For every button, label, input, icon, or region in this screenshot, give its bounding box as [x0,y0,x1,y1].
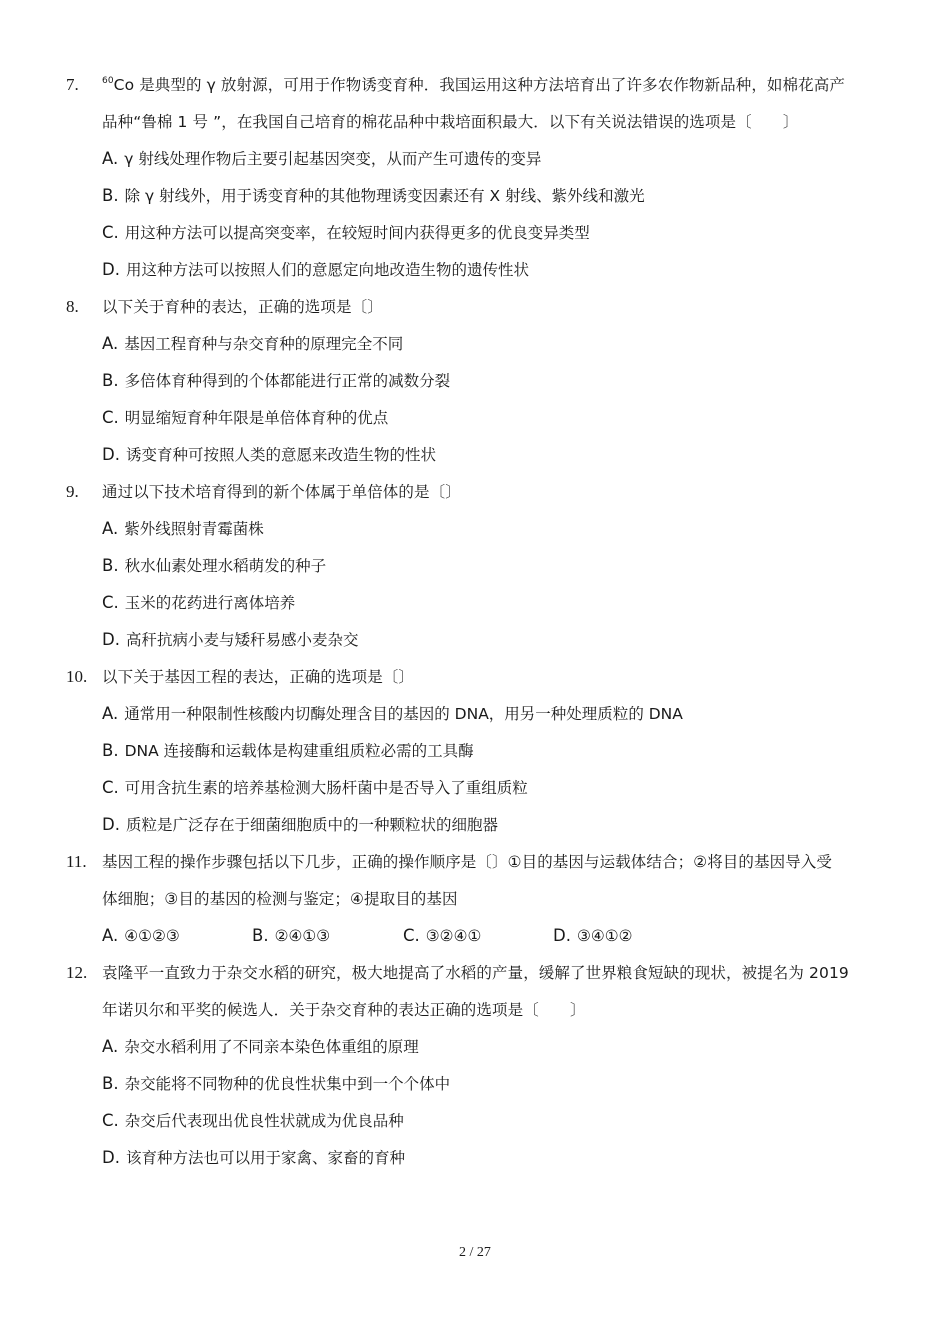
isotope-mass-number: 60 [102,76,114,86]
option-b[interactable]: B. 杂交能将不同物种的优良性状集中到一个个体中 [102,1074,451,1093]
option-b[interactable]: B. ②④①③ [252,926,331,945]
option-a[interactable]: A. γ 射线处理作物后主要引起基因突变，从而产生可遗传的变异 [102,149,542,168]
question-stem-line: 品种“鲁棉 1 号 ”，在我国自己培育的棉花品种中栽培面积最大．以下有关说法错误的选项是〔 〕 [102,113,799,131]
option-d[interactable]: D. ③④①② [553,926,633,945]
option-a[interactable]: A. 基因工程育种与杂交育种的原理完全不同 [102,334,404,353]
question-number: 10. [66,667,88,686]
question-stem-line: $^{60}$Co 是典型的 γ 放射源，可用于作物诱变育种．我国运用这种方法培育出了许多农作物新品种，如棉花高产 [102,76,845,94]
question-stem-line: 年诺贝尔和平奖的候选人．关于杂交育种的表达正确的选项是〔 〕 [102,1001,586,1019]
option-d[interactable]: D. 该育种方法也可以用于家禽、家畜的育种 [102,1148,405,1167]
option-c[interactable]: C. ③②④① [403,926,482,945]
option-d[interactable]: D. 用这种方法可以按照人们的意愿定向地改造生物的遗传性状 [102,260,529,279]
question-number: 7. [66,75,79,94]
option-c[interactable]: C. 明显缩短育种年限是单倍体育种的优点 [102,408,389,427]
option-d[interactable]: D. 质粒是广泛存在于细菌细胞质中的一种颗粒状的细胞器 [102,815,498,834]
option-a[interactable]: A. ④①②③ [102,926,180,945]
option-b[interactable]: B. DNA 连接酶和运载体是构建重组质粒必需的工具酶 [102,741,474,760]
question-stem-line: 以下关于育种的表达，正确的选项是〔〕 [102,298,383,316]
option-b[interactable]: B. 除 γ 射线外，用于诱变育种的其他物理诱变因素还有 X 射线、紫外线和激光 [102,186,645,205]
question-stem-line: 基因工程的操作步骤包括以下几步，正确的操作顺序是〔〕①目的基因与运载体结合；②将目的基因导入受 [102,853,832,871]
option-a[interactable]: A. 杂交水稻利用了不同亲本染色体重组的原理 [102,1037,419,1056]
option-a[interactable]: A. 紫外线照射青霉菌株 [102,519,264,538]
option-d[interactable]: D. 高秆抗病小麦与矮秆易感小麦杂交 [102,630,359,649]
option-b[interactable]: B. 多倍体育种得到的个体都能进行正常的减数分裂 [102,371,451,390]
option-d[interactable]: D. 诱变育种可按照人类的意愿来改造生物的性状 [102,445,436,464]
question-stem-line: 以下关于基因工程的表达，正确的选项是〔〕 [102,668,415,686]
option-c[interactable]: C. 用这种方法可以提高突变率，在较短时间内获得更多的优良变异类型 [102,223,590,242]
question-number: 12. [66,963,88,982]
question-number: 9. [66,482,79,501]
option-c[interactable]: C. 玉米的花药进行离体培养 [102,593,296,612]
option-b[interactable]: B. 秋水仙素处理水稻萌发的种子 [102,556,327,575]
question-number: 11. [66,852,87,871]
inline-options-row [102,925,862,947]
question-stem-line: 体细胞；③目的基因的检测与鉴定；④提取目的基因 [102,890,458,908]
question-stem-line: 袁隆平一直致力于杂交水稻的研究，极大地提高了水稻的产量，缓解了世界粮食短缺的现状，被提名为 2019 [102,964,849,982]
option-a[interactable]: A. 通常用一种限制性核酸内切酶处理含目的基因的 DNA，用另一种处理质粒的 DNA [102,704,683,723]
option-c[interactable]: C. 杂交后代表现出优良性状就成为优良品种 [102,1111,404,1130]
question-stem-line: 通过以下技术培育得到的新个体属于单倍体的是〔〕 [102,483,461,501]
page-number: 2 / 27 [459,1245,491,1260]
question-number: 8. [66,297,79,316]
option-c[interactable]: C. 可用含抗生素的培养基检测大肠杆菌中是否导入了重组质粒 [102,778,528,797]
